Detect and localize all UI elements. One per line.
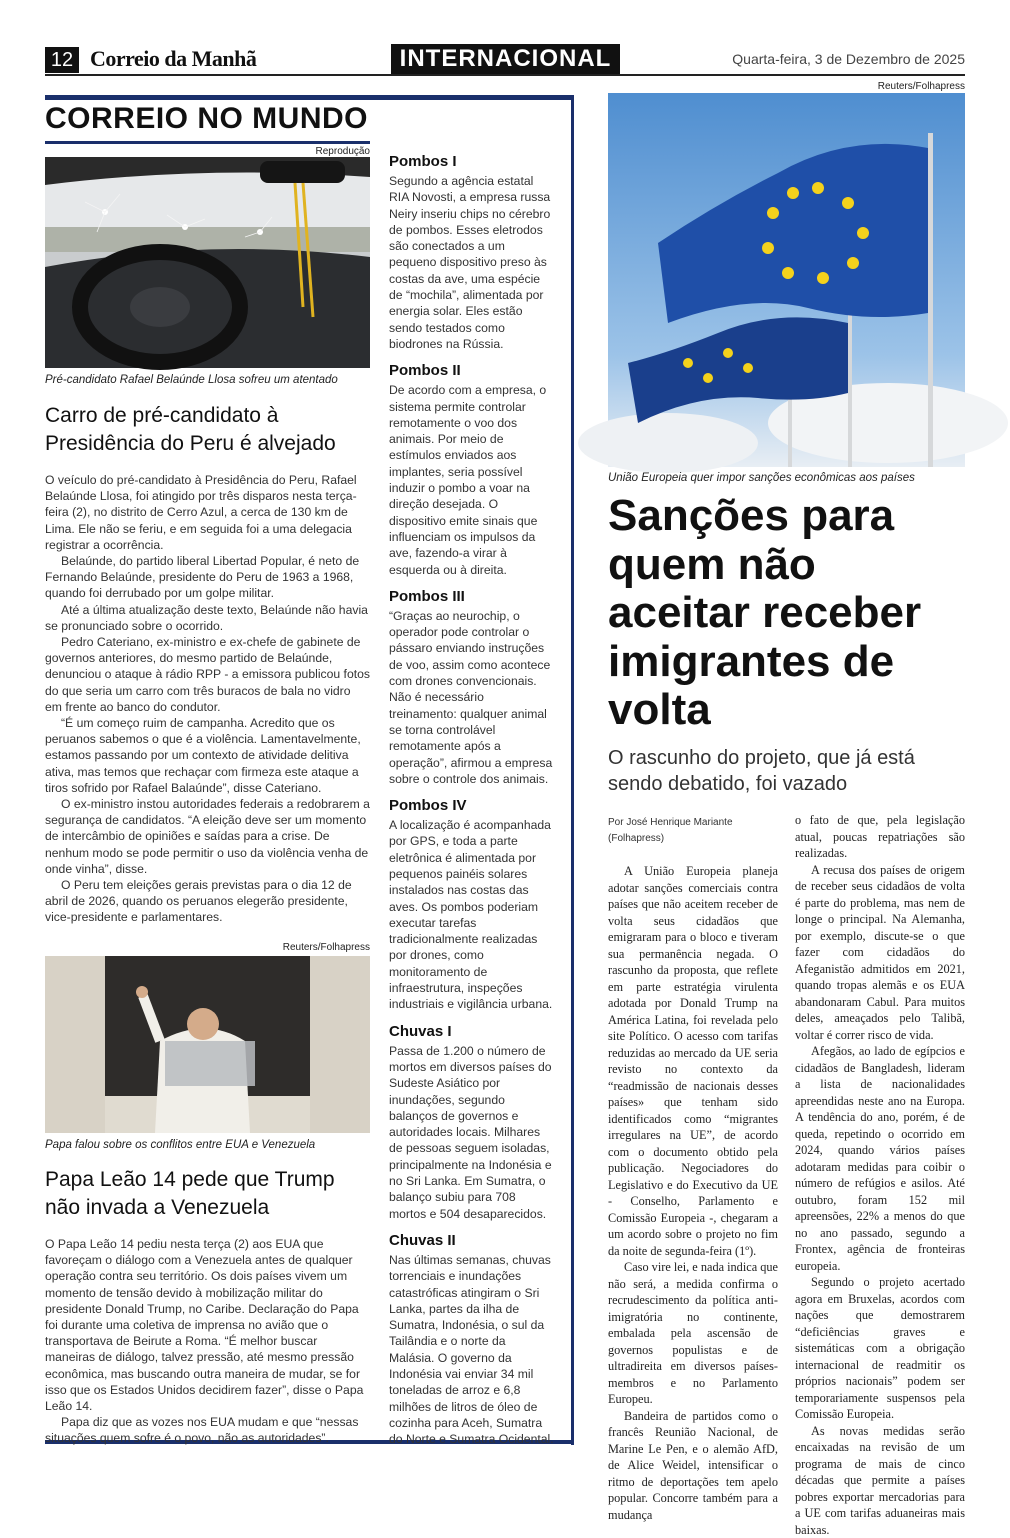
column-right-border — [571, 95, 574, 1445]
photo-credit: Reuters/Folhapress — [45, 942, 370, 953]
note-title: Pombos I — [389, 153, 554, 170]
note-title: Pombos IV — [389, 797, 554, 814]
paragraph: O veículo do pré-candidato à Presidência do Peru, Rafael Belaúnde Llosa, foi atingido por três disparos nesta terça-feira (2), no distrito de Cerro Azul, a cerca de 130 km de Lima. Ele não se feriu, e em seguida foi a uma delegacia registrar a ocorrência. — [45, 472, 370, 553]
column-title: CORREIO NO MUNDO — [45, 102, 368, 136]
paragraph: O Papa Leão 14 pediu nesta terça (2) aos EUA que favoreçam o diálogo com a Venezuela antes de qualquer operação contra seu território. Os dois países vivem um momento de tensão devido à mobilização militar do presidente Donald Trump, no Caribe. Declaração do Papa foi durante uma coletiva de imprensa no avião que o transportava de Beirute a Roma. “É melhor buscar maneiras de diálogo, talvez pressão, até mesmo pressão econômica, mas buscando outra maneira de mudar, se for isso que os Estados Unidos decidirem fazer”, disse o Papa Leão 14. — [45, 1236, 370, 1414]
main-deck: O rascunho do projeto, que já está sendo debatido, foi vazado — [608, 745, 965, 797]
note-title: Pombos II — [389, 362, 554, 379]
paragraph: A União Europeia planeja adotar sanções comerciais contra países que não aceitem receber de volta seus cidadãos que emigraram para o bloco e tiveram sua permanência negada. O rascunho da proposta, que reflete em parte estratégia virulenta adotada por Donald Trump na América Latina, foi revelada pelo site Político. O acesso com tarifas reduzidas ao mercado da UE seria revisto no contexto da “readmissão de nacionais desses países» que tenham sido identificados como “migrantes irregulares na UE”, de acordo com o documento obtido pela publicação. Negociadores do Legislativo e do Executivo da UE - Conselho, Parlamento e Comissão Europeia -, chegaram a um acordo sobre o projeto no fim da noite de segunda-feira (1º). — [608, 863, 778, 1259]
note-title: Chuvas II — [389, 1232, 554, 1249]
photo-credit: Reprodução — [45, 146, 370, 157]
story-body — [45, 472, 370, 926]
header-rule — [45, 74, 965, 76]
paragraph: Papa diz que as vozes nos EUA mudam e que “nessas situações quem sofre é o povo, não as autoridades”. — [45, 1414, 370, 1446]
eu-flags-photo — [608, 93, 965, 467]
note-text: “Graças ao neurochip, o operador pode controlar o pássaro enviando instruções de voo, assim como acontece com drones convencionais. Não é necessário treinamento: qualquer animal se torna controlável remotamente após a operação”, afirmou a empresa sobre o controle dos animais. — [389, 608, 554, 787]
photo-credit: Reuters/Folhapress — [608, 81, 965, 92]
column-title-rule — [45, 141, 370, 144]
paragraph: Belaúnde, do partido liberal Libertad Popular, é neto de Fernando Belaúnde, presidente do Peru de 1963 a 1968, quando foi derrubado por um golpe militar. — [45, 553, 370, 602]
paragraph: Segundo o projeto acertado agora em Bruxelas, acordos com nações que demostrarem “deficiências graves e sistemáticas com a obrigação internacional de readmitir os próprios nacionais” podem ser temporariamente suspensos pela Comissão Europeia. — [795, 1274, 965, 1423]
note-text: A localização é acompanhada por GPS, e toda a parte eletrônica é alimentada por pequenos painéis solares instalados nas costas das aves. Os pombos poderiam executar tarefas tradicionalmente realizadas por drones, como monitoramento de infraestrutura, inspeções industriais e vigilância urbana. — [389, 817, 554, 1013]
note-text: Nas últimas semanas, chuvas torrenciais e inundações catastróficas atingiram o Sri Lanka, partes da ilha de Sumatra, Indonésia, o sul da Tailândia e o norte da Malásia. O governo da Indonésia vai enviar 34 mil toneladas de arroz e 6,8 milhões de litros de óleo de cozinha para Aceh, Sumatra do Norte e Sumatra Ocidental. — [389, 1252, 554, 1448]
paragraph: Bandeira de partidos como o francês Reunião Nacional, de Marine Le Pen, e o alemão AfD, de Alice Weidel, intensificar o ritmo de deportações tem apelo popular. Concorre também para a mudança — [608, 1408, 778, 1524]
main-column-2 — [795, 812, 965, 1538]
photo-caption: União Europeia quer impor sanções econômicas aos países — [608, 472, 965, 484]
note-title: Pombos III — [389, 588, 554, 605]
byline: Por José Henrique Mariante (Folhapress) — [608, 815, 758, 847]
paragraph: Até a última atualização deste texto, Belaúnde não havia se pronunciado sobre o ocorrido. — [45, 602, 370, 634]
paragraph: Pedro Cateriano, ex-ministro e ex-chefe de gabinete de governos anteriores, do mesmo partido de Belaúnde, denunciou o ataque à rádio RPP - a emissora publicou fotos do que seria um carro com três buracos de bala no vidro em frente ao banco do condutor. — [45, 634, 370, 715]
main-headline: Sanções para quem não aceitar receber imigrantes de volta — [608, 492, 968, 735]
main-column-1 — [608, 863, 778, 1523]
story-headline: Carro de pré-candidato à Presidência do Peru é alvejado — [45, 402, 375, 458]
paragraph: A recusa dos países de origem de receber seus cidadãos de volta é parte do problema, mas nem de longe o principal. Na Alemanha, por exemplo, discute-se o que fazer com cidadãos do Afeganistão admitidos em 2021, quando tropas alemãs e os EUA abandonaram Cabul. Para muitos deles, ameaçados pelo Talibã, voltar é correr risco de vida. — [795, 862, 965, 1044]
story-body — [45, 1236, 370, 1447]
note-text: Passa de 1.200 o número de mortos em diversos países do Sudeste Asiático por inundações, segundo balanços de governos e autoridades locais. Milhares de pessoas seguem isoladas, principalmente na Indonésia e no Sri Lanka. Em Sumatra, o balanço subiu para 708 mortos e 504 desaparecidos. — [389, 1043, 554, 1222]
note-text: Segundo a agência estatal RIA Novosti, a empresa russa Neiry inseriu chips no cérebro de pombos. Esses eletrodos são conectados a um pequeno dispositivo preso às costas da ave, uma espécie de “mochila”, alimentada por energia solar. Eles estão sendo testados como biodrones na Rússia. — [389, 173, 554, 352]
paragraph: o fato de que, pela legislação atual, poucas repatriações são realizadas. — [795, 812, 965, 862]
page-number: 12 — [45, 47, 79, 73]
notes-column — [389, 153, 554, 1447]
header-date: Quarta-feira, 3 de Dezembro de 2025 — [732, 51, 965, 67]
paragraph: O Peru tem eleições gerais previstas para o dia 12 de abril de 2026, quando os peruanos elegerão presidente, vice-presidente e parlamentares. — [45, 877, 370, 926]
pope-photo — [45, 956, 370, 1133]
note-text: De acordo com a empresa, o sistema permite controlar remotamente o voo dos animais. Por meio de estímulos enviados aos implantes, seria possível induzir o pombo a voar na direção desejada. O dispositivo emite sinais que influenciam os impulsos da ave, fazendo-a virar à esquerda ou à direita. — [389, 382, 554, 578]
section-label: INTERNACIONAL — [391, 44, 620, 74]
paragraph: Caso vire lei, e nada indica que não será, a medida confirma o recrudescimento da política anti-imigratória no continente, embalada pela ascensão de governos populistas e de ultradireita em diversos países-membros e no Parlamento Europeu. — [608, 1259, 778, 1408]
photo-caption: Papa falou sobre os conflitos entre EUA e Venezuela — [45, 1139, 370, 1151]
paragraph: “É um começo ruim de campanha. Acredito que os peruanos sabemos o que é a violência. Lamentavelmente, estamos passando por um contexto de atividade delitiva ativa, mas temos que rechaçar com firmeza este ataque a tiros sofrido por Rafael Balaúnde”, disse Cateriano. — [45, 715, 370, 796]
newspaper-logo: Correio da Manhã — [90, 46, 256, 72]
car-photo — [45, 157, 370, 368]
story-headline: Papa Leão 14 pede que Trump não invada a Venezuela — [45, 1166, 375, 1222]
photo-caption: Pré-candidato Rafael Belaúnde Llosa sofreu um atentado — [45, 374, 370, 386]
paragraph: As novas medidas serão encaixadas na revisão de um programa de mais de cinco décadas que permite a países pobres exportar mercadorias para a UE com tarifas aduaneiras mais baixas. — [795, 1423, 965, 1538]
paragraph: Afegãos, ao lado de egípcios e cidadãos de Bangladesh, lideram a lista de nacionalidades apreendidas neste ano na Europa. A tendência do ano, porém, é de queda, repetindo o ocorrido em 2024, quando vários países adotaram medidas para coibir o número de refúgios e asilos. Até outubro, foram 152 mil apreensões, 22% a menos do que no ano passado, segundo a Frontex, agência de fronteiras europeia. — [795, 1043, 965, 1274]
note-title: Chuvas I — [389, 1023, 554, 1040]
column-top-bar — [45, 95, 574, 100]
paragraph: O ex-ministro instou autoridades federais a redobrarem a segurança de candidatos. “A eleição deve ser um momento de intercâmbio de opiniões e saídas para a crise. De nenhum modo se pode permitir o uso da violência venha de onde vinha”, disse. — [45, 796, 370, 877]
